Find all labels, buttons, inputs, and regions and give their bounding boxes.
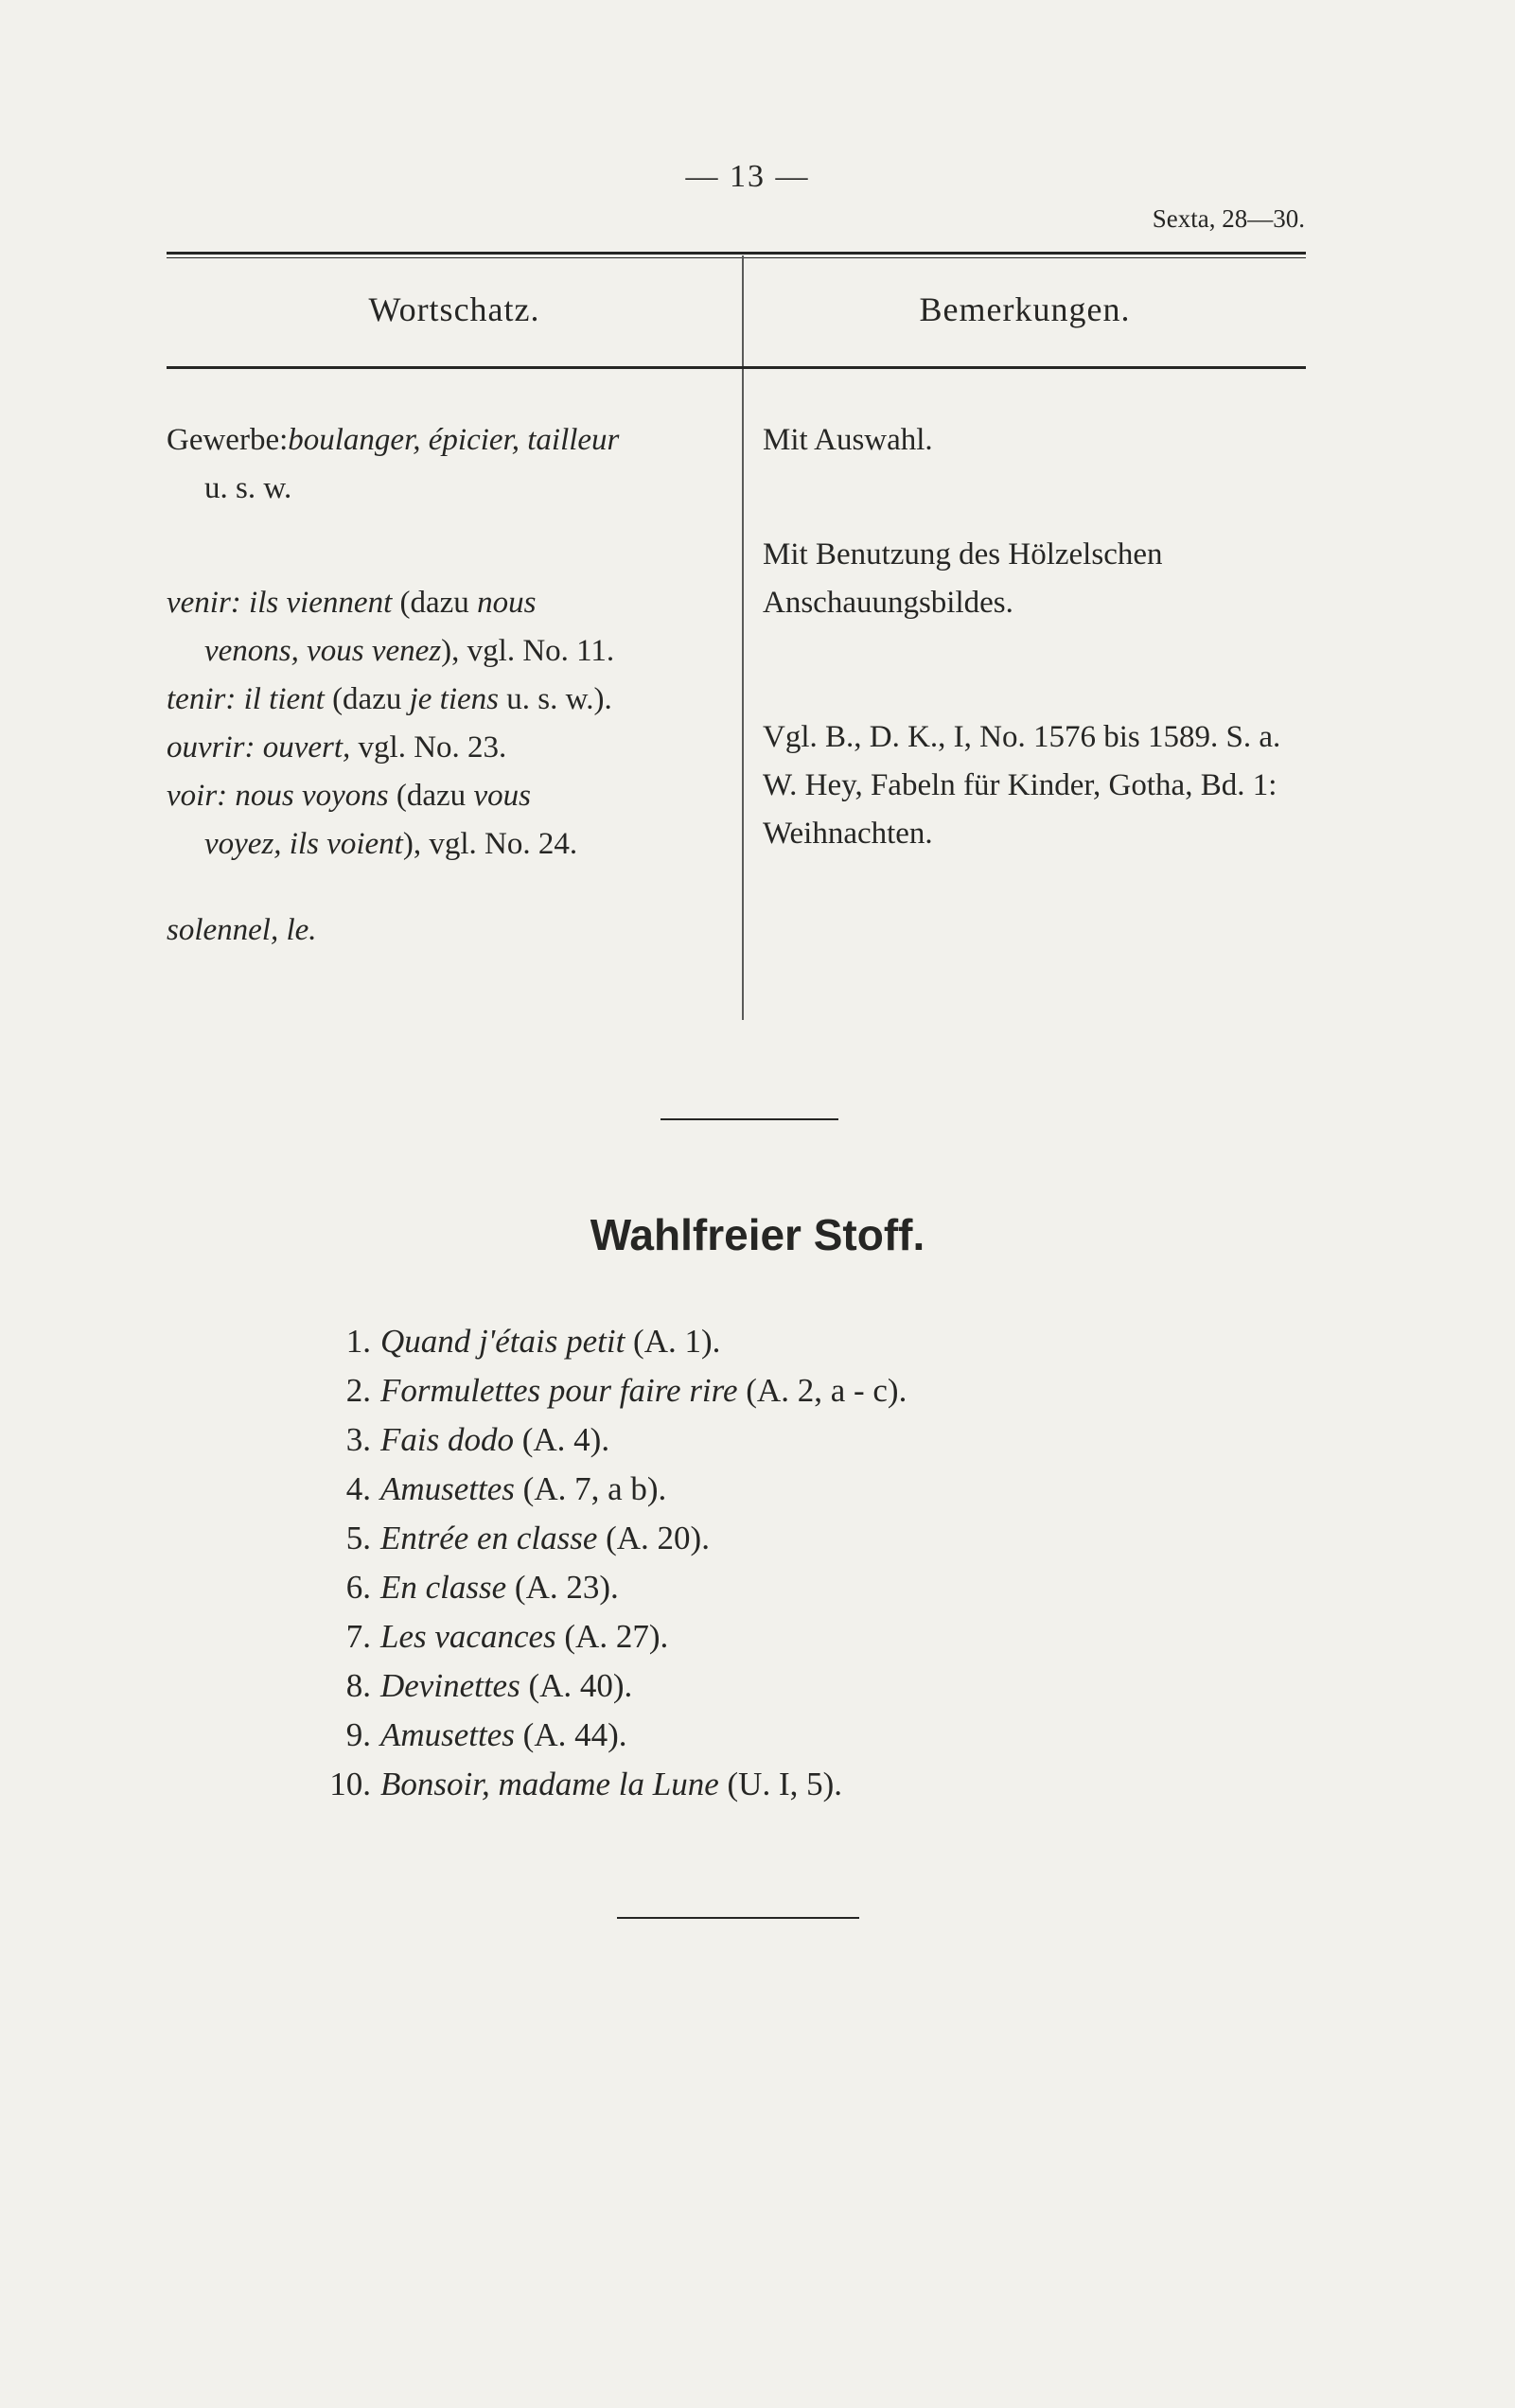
list-item: 4. Amusettes (A. 7, a b). — [345, 1470, 667, 1507]
remark-hoelzel: Mit Benutzung des Hölzelschen Anschauungsbildes. — [763, 537, 1163, 620]
list-item: 2. Formulettes pour faire rire (A. 2, a - c). — [345, 1372, 907, 1409]
vocab-venir: venir: ils viennent (dazu nous — [167, 586, 537, 620]
page-number: — 13 — — [685, 159, 810, 194]
table-top-rule-thin — [167, 257, 1306, 258]
vocab-gewerbe: Gewerbe:boulanger, épicier, tailleur — [167, 423, 620, 457]
vocab-venir-cont: venons, vous venez), vgl. No. 11. — [204, 634, 615, 668]
list-item: 9. Amusettes (A. 44). — [345, 1716, 627, 1753]
reading-list — [303, 1317, 1249, 1809]
end-rule — [617, 1917, 859, 1919]
column-header-wortschatz: Wortschatz. — [368, 290, 540, 328]
vocab-gewerbe-cont: u. s. w. — [204, 471, 292, 505]
remark-auswahl: Mit Auswahl. — [763, 423, 933, 457]
column-header-bemerkungen: Bemerkungen. — [919, 290, 1131, 328]
vocabulary-column — [167, 416, 725, 955]
vocab-voir: voir: nous voyons (dazu vous — [167, 779, 531, 813]
divider-rule — [661, 1118, 838, 1120]
list-item: 7. Les vacances (A. 27). — [345, 1618, 669, 1655]
vocab-tenir: tenir: il tient (dazu je tiens u. s. w.). — [167, 682, 612, 716]
vocab-solennel: solennel, le. — [167, 913, 317, 947]
remark-vgl: Vgl. B., D. K., I, No. 1576 bis 1589. S. a. W. Hey, Fabeln für Kinder, Gotha, Bd. 1: Weihnachten. — [763, 720, 1281, 851]
column-divider — [742, 255, 744, 1020]
vocab-voir-cont: voyez, ils voient), vgl. No. 24. — [204, 827, 578, 861]
list-item: 5. Entrée en classe (A. 20). — [345, 1520, 710, 1556]
list-item: 1. Quand j'étais petit (A. 1). — [345, 1323, 721, 1360]
list-item: 6. En classe (A. 23). — [345, 1569, 619, 1606]
section-title: Wahlfreier Stoff. — [590, 1210, 925, 1259]
section-reference: Sexta, 28—30. — [1152, 204, 1305, 233]
list-item: 8. Devinettes (A. 40). — [345, 1667, 633, 1704]
table-top-rule — [167, 252, 1306, 255]
table-header-rule — [167, 366, 1306, 369]
list-item: 3. Fais dodo (A. 4). — [345, 1421, 610, 1458]
vocab-ouvrir: ouvrir: ouvert, vgl. No. 23. — [167, 730, 507, 765]
remarks-column — [763, 416, 1306, 858]
list-item: 10. Bonsoir, madame la Lune (U. I, 5). — [329, 1766, 843, 1802]
